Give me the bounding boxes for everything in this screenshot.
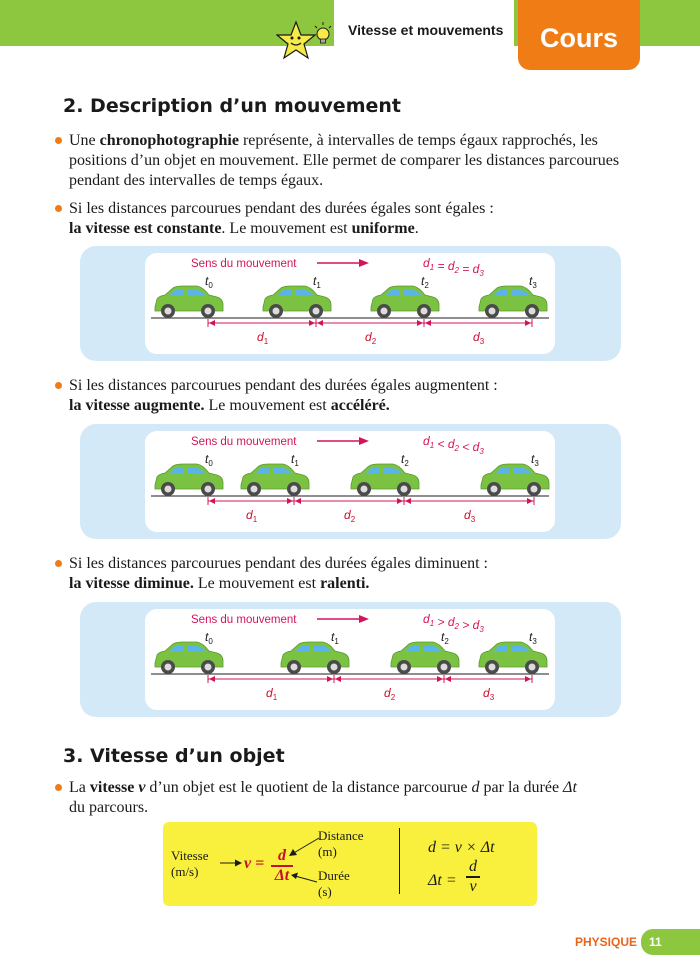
time-label: $t_2$ [421,274,429,290]
distance-label: $d_3$ [464,508,476,524]
car-icon [281,642,349,674]
diagram-uniforme [80,246,621,361]
time-label: $t_0$ [205,452,213,468]
cours-badge: Cours [518,0,640,70]
distance-arrow-icon [209,498,215,504]
paragraph-uniforme: Si les distances parcourues pendant des durées égales sont égales : la vitesse est constante. Le mouvement est uniforme. [69,199,649,239]
direction-arrow-head-icon [359,615,369,623]
distance-label: $d_1$ [266,686,278,702]
distance-arrow-icon [335,676,341,682]
car-icon [479,286,547,318]
time-label: $t_3$ [529,630,537,646]
formula-box [163,822,537,906]
paragraph-ralenti: Si les distances parcourues pendant des durées égales diminuent : la vitesse diminue. Le mouvement est ralenti. [69,554,649,594]
distance-arrow-icon [209,320,215,326]
formula-divider [399,828,400,894]
distance-label: Distance (m) [318,828,364,859]
paragraph-accelere: Si les distances parcourues pendant des durées égales augmentent : la vitesse augmente. Le mouvement est accéléré. [69,376,649,416]
time-label: $t_1$ [291,452,299,468]
time-label: $t_2$ [401,452,409,468]
distance-arrow-icon [405,498,411,504]
distance-arrow-icon [445,676,451,682]
direction-label: Sens du mouvement [191,258,297,270]
car-icon [371,286,439,318]
bullet [55,784,62,791]
distance-arrow-icon [417,320,423,326]
formula-fraction: d Δt [271,847,293,885]
bullet [55,560,62,567]
formula-eq2-fraction: d v [466,858,480,896]
bullet [55,205,62,212]
distance-arrow-icon [425,320,431,326]
formula-eq1: d = v × Δt [428,839,495,856]
car-icon [155,286,223,318]
formula-eq2-lhs: Δt = [428,872,457,889]
direction-arrow-head-icon [359,259,369,267]
diagram-uniforme-svg [145,253,555,354]
car-icon [263,286,331,318]
page-number: 11 [641,929,700,955]
distance-arrow-icon [309,320,315,326]
arrow-icon [220,858,242,868]
paragraph-vitesse: La vitesse v d’un objet est le quotient de la distance parcourue d par la durée Δt du parcours. [69,778,649,818]
bullet [55,382,62,389]
relation-label: $d_1 = d_2 = d_3$ [423,256,484,278]
car-icon [155,642,223,674]
time-label: $t_3$ [531,452,539,468]
diagram-accelere [80,424,621,539]
vitesse-label: Vitesse (m/s) [171,848,209,879]
relation-label: $d_1 > d_2 > d_3$ [423,612,484,634]
distance-arrow-icon [287,498,293,504]
time-label: $t_1$ [331,630,339,646]
duree-label: Durée (s) [318,868,350,899]
star-mascot-icon [276,20,336,66]
distance-arrow-icon [527,498,533,504]
time-label: $t_2$ [441,630,449,646]
distance-arrow-icon [209,676,215,682]
distance-arrow-icon [525,320,531,326]
chapter-title: Vitesse et mouvements [348,22,504,38]
distance-label: $d_2$ [384,686,396,702]
distance-arrow-icon [295,498,301,504]
car-icon [481,464,549,496]
distance-arrow-icon [317,320,323,326]
diagram-ralenti [80,602,621,717]
section-3-title: 3. Vitesse d’un objet [59,743,293,769]
car-icon [241,464,309,496]
distance-arrow-icon [437,676,443,682]
direction-label: Sens du mouvement [191,436,297,448]
footer-subject: PHYSIQUE [575,935,638,949]
distance-label: $d_2$ [344,508,356,524]
car-icon [155,464,223,496]
distance-arrow-icon [397,498,403,504]
diagram-accelere-svg [145,431,555,532]
time-label: $t_1$ [313,274,321,290]
distance-label: $d_1$ [246,508,258,524]
distance-label: $d_2$ [365,330,377,346]
relation-label: $d_1 < d_2 < d_3$ [423,434,484,456]
distance-label: $d_3$ [473,330,485,346]
formula-lhs: v = [244,855,265,872]
distance-arrow-icon [327,676,333,682]
pointer-arrow-distance-icon [287,836,321,858]
time-label: $t_0$ [205,630,213,646]
direction-label: Sens du mouvement [191,614,297,626]
diagram-ralenti-svg [145,609,555,710]
distance-label: $d_3$ [483,686,495,702]
distance-label: $d_1$ [257,330,269,346]
car-icon [391,642,459,674]
distance-arrow-icon [525,676,531,682]
bullet [55,137,62,144]
time-label: $t_0$ [205,274,213,290]
direction-arrow-head-icon [359,437,369,445]
section-2-title: 2. Description d’un mouvement [59,93,409,119]
car-icon [351,464,419,496]
paragraph-chronophotographie: Une chronophotographie représente, à intervalles de temps égaux rapprochés, les positions d’un objet en mouvement. Elle permet de comparer les distances parcourues pendant des intervalles de temps égaux. [69,131,649,191]
car-icon [479,642,547,674]
time-label: $t_3$ [529,274,537,290]
pointer-arrow-duree-icon [289,872,319,886]
